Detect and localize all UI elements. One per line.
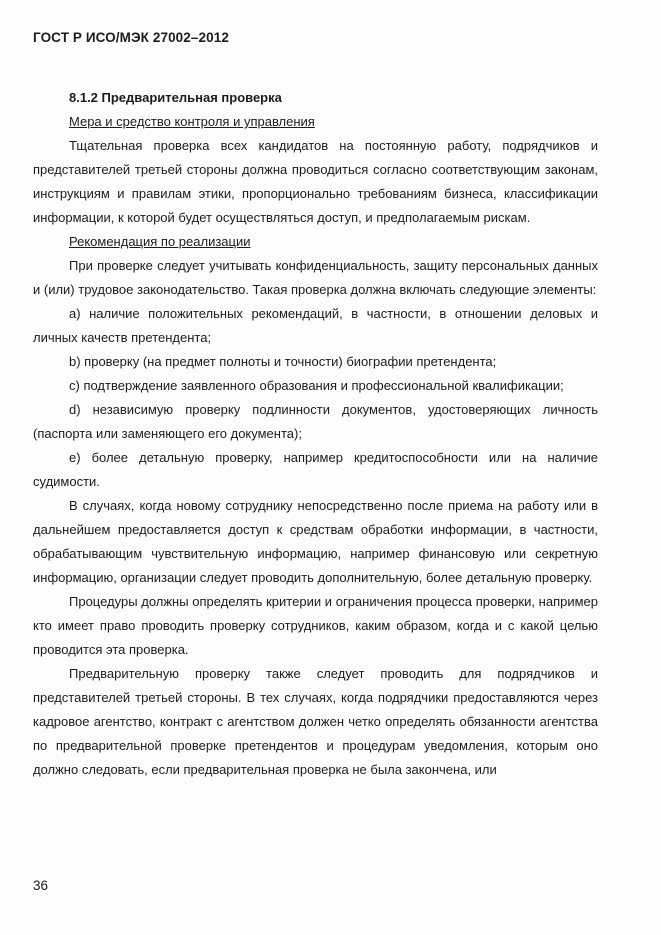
- guidance-heading-text: Рекомендация по реализации: [69, 234, 251, 249]
- document-header: ГОСТ Р ИСО/МЭК 27002–2012: [33, 30, 229, 45]
- paragraph-contractors: Предварительную проверку также следует проводить для подрядчиков и представителей третьей стороны. В тех случаях, когда подрядчики предоставляются через кадровое агентство, контракт с агентством должен четко определять обязанности агентства по предварительной проверке претендентов и процедурам уведомления, которым оно должно следовать, если предварительная проверка не была закончена, или: [33, 666, 598, 777]
- paragraph-access: В случаях, когда новому сотруднику непосредственно после приема на работу или в дальнейшем предоставляется доступ к средствам обработки информации, в частности, обрабатывающим чувствительную информацию, например финансовую или секретную информацию, организации следует проводить дополнительную, более детальную проверку.: [33, 498, 598, 585]
- control-heading: [33, 110, 598, 134]
- section-title: 8.1.2 Предварительная проверка: [69, 90, 282, 105]
- list-item-b: b) проверку (на предмет полноты и точности) биографии претендента;: [69, 354, 497, 369]
- page-content: [33, 86, 598, 782]
- page-number: 36: [33, 878, 49, 893]
- guidance-heading: [33, 230, 598, 254]
- guidance-intro: При проверке следует учитывать конфиденциальность, защиту персональных данных и (или) трудовое законодательство. Такая проверка должна включать следующие элементы:: [33, 258, 598, 297]
- list-item-c: с) подтверждение заявленного образования и профессиональной квалификации;: [69, 378, 564, 393]
- list-item-d: d) независимую проверку подлинности документов, удостоверяющих личность (паспорта или заменяющего его документа);: [33, 402, 598, 441]
- control-text: Тщательная проверка всех кандидатов на постоянную работу, подрядчиков и представителей третьей стороны должна проводиться согласно соответствующим законам, инструкциям и правилам этики, пропорционально требованиям бизнеса, классификации информации, к которой будет осуществляться доступ, и предполагаемым рискам.: [33, 138, 598, 225]
- list-item-e: е) более детальную проверку, например кредитоспособности или на наличие судимости.: [33, 450, 598, 489]
- paragraph-procedures: Процедуры должны определять критерии и ограничения процесса проверки, например кто имеет право проводить проверку сотрудников, каким образом, когда и с какой целью проводится эта проверка.: [33, 594, 598, 657]
- control-heading-text: Мера и средство контроля и управления: [69, 114, 315, 129]
- list-item-a: а) наличие положительных рекомендаций, в частности, в отношении деловых и личных качеств претендента;: [33, 306, 598, 345]
